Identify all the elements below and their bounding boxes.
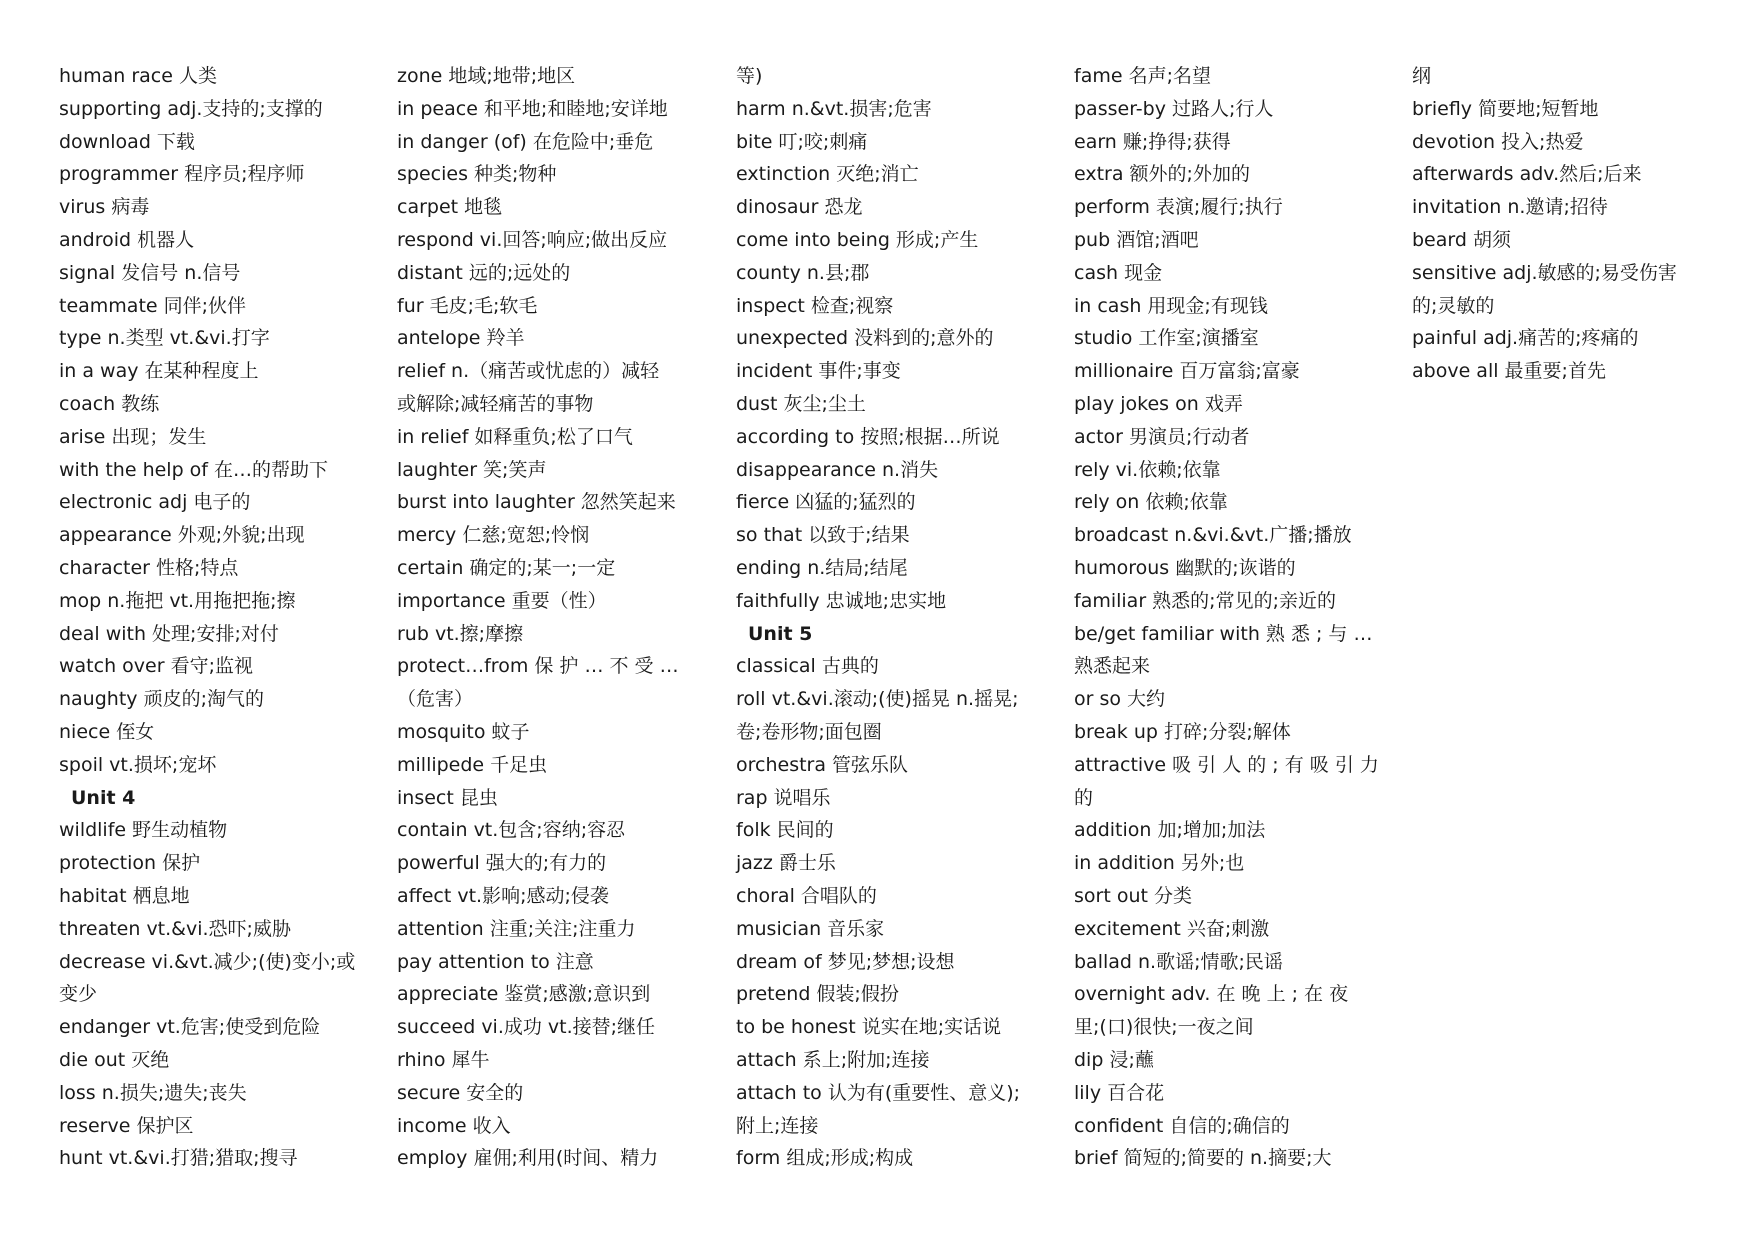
vocab-entry: endanger vt.危害;使受到危险 xyxy=(59,1016,321,1039)
vocab-column-5 xyxy=(1412,60,1712,388)
vocab-entry: spoil vt.损坏;宠坏 xyxy=(59,753,217,776)
vocab-entry: 卷;卷形物;面包圈 xyxy=(736,720,882,743)
vocab-entry: in cash 用现金;有现钱 xyxy=(1074,294,1268,317)
vocab-entry: 或解除;减轻痛苦的事物 xyxy=(397,392,594,415)
vocab-entry: fame 名声;名望 xyxy=(1074,65,1211,87)
vocab-entry: brief 简短的;简要的 n.摘要;大 xyxy=(1074,1147,1332,1170)
vocab-entry: unexpected 没料到的;意外的 xyxy=(736,327,994,350)
vocab-entry: according to 按照;根据…所说 xyxy=(736,425,1000,448)
vocab-entry: pay attention to 注意 xyxy=(397,950,594,973)
vocab-entry: antelope 羚羊 xyxy=(397,327,525,350)
vocab-entry: fur 毛皮;毛;软毛 xyxy=(397,294,538,317)
vocab-entry: county n.县;郡 xyxy=(736,261,870,284)
vocab-entry: watch over 看守;监视 xyxy=(59,655,253,678)
vocab-entry: in relief 如释重负;松了口气 xyxy=(397,425,633,448)
vocab-entry: folk 民间的 xyxy=(736,819,834,842)
vocab-entry: decrease vi.&vt.减少;(使)变小;或 xyxy=(59,950,356,973)
vocab-entry: habitat 栖息地 xyxy=(59,884,190,907)
vocab-entry: extinction 灭绝;消亡 xyxy=(736,163,919,186)
vocab-entry: in danger (of) 在危险中;垂危 xyxy=(397,130,654,153)
vocab-entry: roll vt.&vi.滚动;(使)摇晃 n.摇晃; xyxy=(736,688,1019,711)
vocab-entry: mercy 仁慈;宽恕;怜悯 xyxy=(397,524,590,547)
vocab-entry: classical 古典的 xyxy=(736,655,879,678)
vocab-entry: wildlife 野生动植物 xyxy=(59,819,228,842)
vocab-entry: 附上;连接 xyxy=(736,1114,819,1137)
vocab-entry: attach to 认为有(重要性、意义); xyxy=(736,1081,1021,1104)
vocab-entry: protect…from 保 护 … 不 受 … xyxy=(397,655,679,678)
vocab-entry: protection 保护 xyxy=(59,852,201,875)
vocab-entry: appreciate 鉴赏;感激;意识到 xyxy=(397,983,651,1006)
vocab-entry: species 种类;物种 xyxy=(397,163,557,186)
vocab-entry: powerful 强大的;有力的 xyxy=(397,852,607,875)
vocab-entry: 里;(口)很快;一夜之间 xyxy=(1074,1016,1254,1039)
vocab-entry: disappearance n.消失 xyxy=(736,458,939,481)
vocab-entry: distant 远的;远处的 xyxy=(397,261,571,284)
vocab-entry: pub 酒馆;酒吧 xyxy=(1074,228,1199,251)
vocab-entry: hunt vt.&vi.打猎;猎取;搜寻 xyxy=(59,1147,298,1170)
vocab-entry: above all 最重要;首先 xyxy=(1412,360,1606,383)
vocab-entry: threaten vt.&vi.恐吓;威胁 xyxy=(59,917,291,940)
vocab-entry: sensitive adj.敏感的;易受伤害 xyxy=(1412,261,1677,284)
vocab-entry: familiar 熟悉的;常见的;亲近的 xyxy=(1074,589,1336,612)
vocab-entry: confident 自信的;确信的 xyxy=(1074,1114,1290,1137)
vocab-entry: human race 人类 xyxy=(59,65,217,87)
vocab-entry: rely on 依赖;依靠 xyxy=(1074,491,1228,514)
vocab-entry: broadcast n.&vi.&vt.广播;播放 xyxy=(1074,524,1352,547)
vocab-entry: painful adj.痛苦的;疼痛的 xyxy=(1412,327,1639,350)
vocab-entry: 等) xyxy=(736,65,763,87)
vocab-entry: teammate 同伴;伙伴 xyxy=(59,294,247,317)
vocab-entry: faithfully 忠诚地;忠实地 xyxy=(736,589,947,612)
vocab-entry: in peace 和平地;和睦地;安详地 xyxy=(397,97,668,120)
vocab-entry: certain 确定的;某一;一定 xyxy=(397,556,616,579)
vocab-entry: ballad n.歌谣;情歌;民谣 xyxy=(1074,950,1283,973)
vocab-entry: deal with 处理;安排;对付 xyxy=(59,622,279,645)
vocab-entry: excitement 兴奋;刺激 xyxy=(1074,917,1270,940)
vocab-entry: millionaire 百万富翁;富豪 xyxy=(1074,360,1300,383)
vocab-entry: rely vi.依赖;依靠 xyxy=(1074,458,1221,481)
vocab-entry: pretend 假装;假扮 xyxy=(736,983,899,1006)
vocab-entry: importance 重要（性） xyxy=(397,589,607,612)
vocab-entry: （危害） xyxy=(397,688,474,711)
vocab-entry: in a way 在某种程度上 xyxy=(59,360,259,383)
vocab-entry: studio 工作室;演播室 xyxy=(1074,327,1259,350)
vocab-entry: employ 雇佣;利用(时间、精力 xyxy=(397,1147,659,1170)
vocab-entry: afterwards adv.然后;后来 xyxy=(1412,163,1642,186)
vocab-entry: affect vt.影响;感动;侵袭 xyxy=(397,884,609,907)
vocab-entry: insect 昆虫 xyxy=(397,786,498,809)
vocab-entry: download 下载 xyxy=(59,130,195,153)
vocab-entry: respond vi.回答;响应;做出反应 xyxy=(397,228,668,251)
vocab-entry: dinosaur 恐龙 xyxy=(736,196,863,219)
vocab-entry: dip 浸;蘸 xyxy=(1074,1048,1154,1071)
vocab-entry: electronic adj 电子的 xyxy=(59,491,251,514)
vocab-entry: passer-by 过路人;行人 xyxy=(1074,97,1274,120)
unit-heading: Unit 5 xyxy=(748,622,813,645)
vocab-entry: 的;灵敏的 xyxy=(1412,294,1495,317)
vocab-entry: addition 加;增加;加法 xyxy=(1074,819,1266,842)
vocab-entry: signal 发信号 n.信号 xyxy=(59,261,241,284)
vocab-entry: jazz 爵士乐 xyxy=(736,852,836,875)
vocab-entry: rap 说唱乐 xyxy=(736,786,831,809)
vocab-entry: briefly 简要地;短暂地 xyxy=(1412,97,1599,120)
vocab-column-2 xyxy=(397,60,697,1175)
vocab-entry: die out 灭绝 xyxy=(59,1048,170,1071)
vocab-entry: invitation n.邀请;招待 xyxy=(1412,196,1608,219)
vocab-entry: rhino 犀牛 xyxy=(397,1048,490,1071)
vocab-entry: android 机器人 xyxy=(59,228,195,251)
vocab-entry: naughty 顽皮的;淘气的 xyxy=(59,688,264,711)
vocab-entry: ending n.结局;结尾 xyxy=(736,556,908,579)
vocab-entry: play jokes on 戏弄 xyxy=(1074,392,1243,415)
vocab-entry: sort out 分类 xyxy=(1074,884,1192,907)
vocab-entry: loss n.损失;遗失;丧失 xyxy=(59,1081,247,1104)
vocab-entry: come into being 形成;产生 xyxy=(736,228,979,251)
vocab-entry: 纲 xyxy=(1412,65,1432,87)
vocab-entry: with the help of 在…的帮助下 xyxy=(59,458,329,481)
vocab-entry: musician 音乐家 xyxy=(736,917,885,940)
vocab-entry: devotion 投入;热爱 xyxy=(1412,130,1584,153)
vocab-entry: programmer 程序员;程序师 xyxy=(59,163,305,186)
vocab-entry: secure 安全的 xyxy=(397,1081,524,1104)
vocab-entry: 熟悉起来 xyxy=(1074,655,1151,678)
vocab-entry: earn 赚;挣得;获得 xyxy=(1074,130,1231,153)
vocab-entry: reserve 保护区 xyxy=(59,1114,194,1137)
vocab-entry: burst into laughter 忽然笑起来 xyxy=(397,491,676,514)
vocab-entry: lily 百合花 xyxy=(1074,1081,1165,1104)
vocab-entry: character 性格;特点 xyxy=(59,556,239,579)
vocab-entry: relief n.（痛苦或忧虑的）减轻 xyxy=(397,360,660,383)
vocab-entry: niece 侄女 xyxy=(59,720,155,743)
unit-heading: Unit 4 xyxy=(71,786,136,809)
vocab-entry: or so 大约 xyxy=(1074,688,1166,711)
vocab-entry: humorous 幽默的;诙谐的 xyxy=(1074,556,1296,579)
vocab-entry: overnight adv. 在 晚 上 ; 在 夜 xyxy=(1074,983,1349,1006)
vocab-entry: carpet 地毯 xyxy=(397,196,503,219)
vocab-entry: laughter 笑;笑声 xyxy=(397,458,547,481)
vocab-entry: choral 合唱队的 xyxy=(736,884,877,907)
vocab-entry: in addition 另外;也 xyxy=(1074,852,1245,875)
vocab-entry: perform 表演;履行;执行 xyxy=(1074,196,1283,219)
vocab-entry: extra 额外的;外加的 xyxy=(1074,163,1250,186)
vocab-entry: contain vt.包含;容纳;容忍 xyxy=(397,819,626,842)
vocab-entry: 变少 xyxy=(59,983,98,1006)
vocab-entry: coach 教练 xyxy=(59,392,160,415)
vocab-entry: bite 叮;咬;刺痛 xyxy=(736,130,868,153)
vocab-entry: attractive 吸 引 人 的 ; 有 吸 引 力 xyxy=(1074,753,1379,776)
vocab-entry: type n.类型 vt.&vi.打字 xyxy=(59,327,270,350)
vocab-entry: fierce 凶猛的;猛烈的 xyxy=(736,491,916,514)
vocab-column-3 xyxy=(736,60,1036,1175)
vocab-entry: inspect 检查;视察 xyxy=(736,294,894,317)
vocab-entry: dream of 梦见;梦想;设想 xyxy=(736,950,955,973)
vocab-entry: millipede 千足虫 xyxy=(397,753,548,776)
vocab-entry: to be honest 说实在地;实话说 xyxy=(736,1016,1002,1039)
vocab-entry: mosquito 蚊子 xyxy=(397,720,530,743)
vocab-entry: beard 胡须 xyxy=(1412,228,1511,251)
vocab-entry: orchestra 管弦乐队 xyxy=(736,753,909,776)
vocab-entry: rub vt.擦;摩擦 xyxy=(397,622,524,645)
vocab-entry: harm n.&vt.损害;危害 xyxy=(736,97,932,120)
vocab-entry: actor 男演员;行动者 xyxy=(1074,425,1250,448)
vocab-column-1 xyxy=(59,60,359,1175)
vocab-entry: appearance 外观;外貌;出现 xyxy=(59,524,305,547)
vocab-entry: attention 注重;关注;注重力 xyxy=(397,917,636,940)
vocab-entry: be/get familiar with 熟 悉 ; 与 … xyxy=(1074,622,1373,645)
vocab-column-4 xyxy=(1074,60,1379,1175)
vocab-entry: incident 事件;事变 xyxy=(736,360,901,383)
vocab-entry: so that 以致于;结果 xyxy=(736,524,910,547)
vocab-entry: arise 出现；发生 xyxy=(59,425,207,448)
vocab-entry: succeed vi.成功 vt.接替;继任 xyxy=(397,1016,656,1039)
vocab-entry: mop n.拖把 vt.用拖把拖;擦 xyxy=(59,589,296,612)
vocab-entry: zone 地域;地带;地区 xyxy=(397,65,576,87)
vocab-entry: virus 病毒 xyxy=(59,196,150,219)
vocab-entry: attach 系上;附加;连接 xyxy=(736,1048,930,1071)
vocab-entry: cash 现金 xyxy=(1074,261,1163,284)
vocab-entry: dust 灰尘;尘土 xyxy=(736,392,866,415)
vocab-entry: income 收入 xyxy=(397,1114,511,1137)
vocab-entry: break up 打碎;分裂;解体 xyxy=(1074,720,1291,743)
vocab-entry: supporting adj.支持的;支撑的 xyxy=(59,97,323,120)
vocab-entry: 的 xyxy=(1074,786,1094,809)
vocab-entry: form 组成;形成;构成 xyxy=(736,1147,914,1170)
